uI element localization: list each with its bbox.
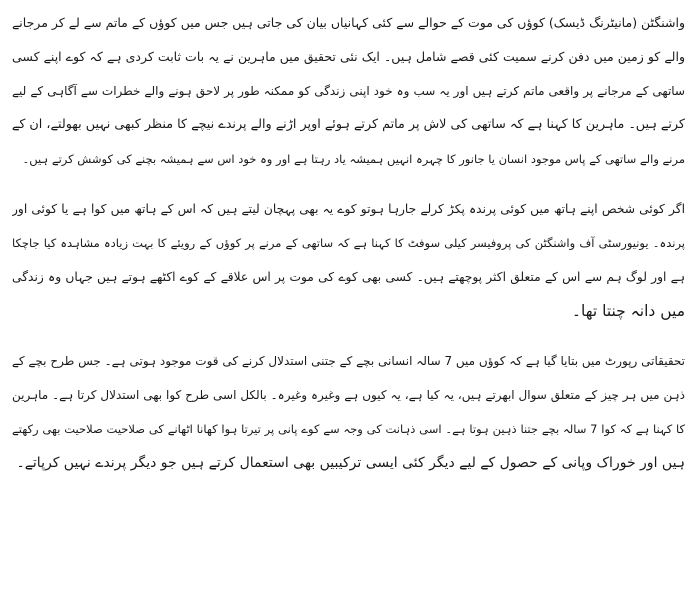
paragraph-crow-mourning [12,6,685,176]
text-line: کرتے ہیں۔ ماہرین کا کہنا ہے کہ ساتھی کی لاش پر ماتم کرتے ہوئے اوپر اڑنے والے پرندے نیچے کا منظر کبھی نہیں بھولتے، ان کے [12,117,685,132]
paragraph-professor-quote [12,192,685,328]
text-line: کا کہنا ہے کہ کوا 7 سالہ بچے جتنا ذہین ہوتا ہے۔ اسی ذہانت کی وجہ سے کوے پانی پر تیرتا ہوا کھانا اٹھانے کی صلاحیت صلاحیت بھی رکھتے [12,422,685,436]
paragraph-spacer [12,328,685,344]
text-line: میں دانہ چنتا تھا۔ [571,302,685,320]
paragraph-crow-intelligence [12,344,685,480]
text-line: والے کو زمین میں دفن کرنے سمیت کئی قصے شامل ہیں۔ ایک نئی تحقیق میں ماہرین نے یہ بات ثابت کردی ہے کہ کوے اپنے کسی [12,49,685,64]
text-line: ساتھی کے مرجانے پر واقعی ماتم کرتے ہیں اور یہ سب وہ خود اپنی زندگی کو ممکنہ طور پر لاحق ہونے والے خطرات سے آگاہی کے لیے [12,84,685,98]
text-line: ہیں اور خوراک وپانی کے حصول کے لیے دیگر کئی ایسی ترکیبیں بھی استعمال کرتے ہیں جو دیگر پرندے نہیں کرپاتے۔ [16,455,685,471]
text-line: اگر کوئی شخص اپنے ہاتھ میں کوئی پرندہ پکڑ کرلے جارہا ہوتو کوے یہ بھی پہچان لیتے ہیں کہ اس کے ہاتھ میں کوا ہے یا کوئی اور [12,202,685,216]
text-line: واشنگٹن (مانیٹرنگ ڈیسک) کوؤں کی موت کے حوالے سے کئی کہانیاں بیان کی جاتی ہیں جس میں کوؤں کے ماتم سے لے کر مرجانے [12,15,685,30]
text-line: ہے اور لوگ ہم سے اس کے متعلق اکثر پوچھتے ہیں۔ کسی بھی کوے کی موت پر اس علاقے کے کوے اکٹھے ہوتے ہیں جہاں وہ زندگی [12,270,685,284]
text-line: مرنے والے ساتھی کے پاس موجود انسان یا جانور کا چہرہ انہیں ہمیشہ یاد رہتا ہے اور وہ خود اس سے ہمیشہ بچنے کی کوشش کرتے ہیں۔ [22,152,685,166]
text-line: ذہن میں ہر چیز کے متعلق سوال ابھرتے ہیں، یہ کیا ہے، یہ کیوں ہے وغیرہ وغیرہ۔ بالکل اسی طرح کوا بھی استدلال کرتا ہے۔ ماہرین [12,388,685,402]
paragraph-spacer [12,176,685,192]
text-line: تحقیقاتی رپورٹ میں بتایا گیا ہے کہ کوؤں میں 7 سالہ انسانی بچے کے جتنی استدلال کرنے کی قوت موجود ہوتی ہے۔ جس طرح بچے کے [12,354,685,368]
text-line: پرندہ۔ یونیورسٹی آف واشنگٹن کی پروفیسر کیلی سوفٹ کا کہنا ہے کہ ساتھی کے مرنے پر کوؤں کے رویئے کا بہت زیادہ مشاہدہ کیا جاچکا [12,236,685,250]
